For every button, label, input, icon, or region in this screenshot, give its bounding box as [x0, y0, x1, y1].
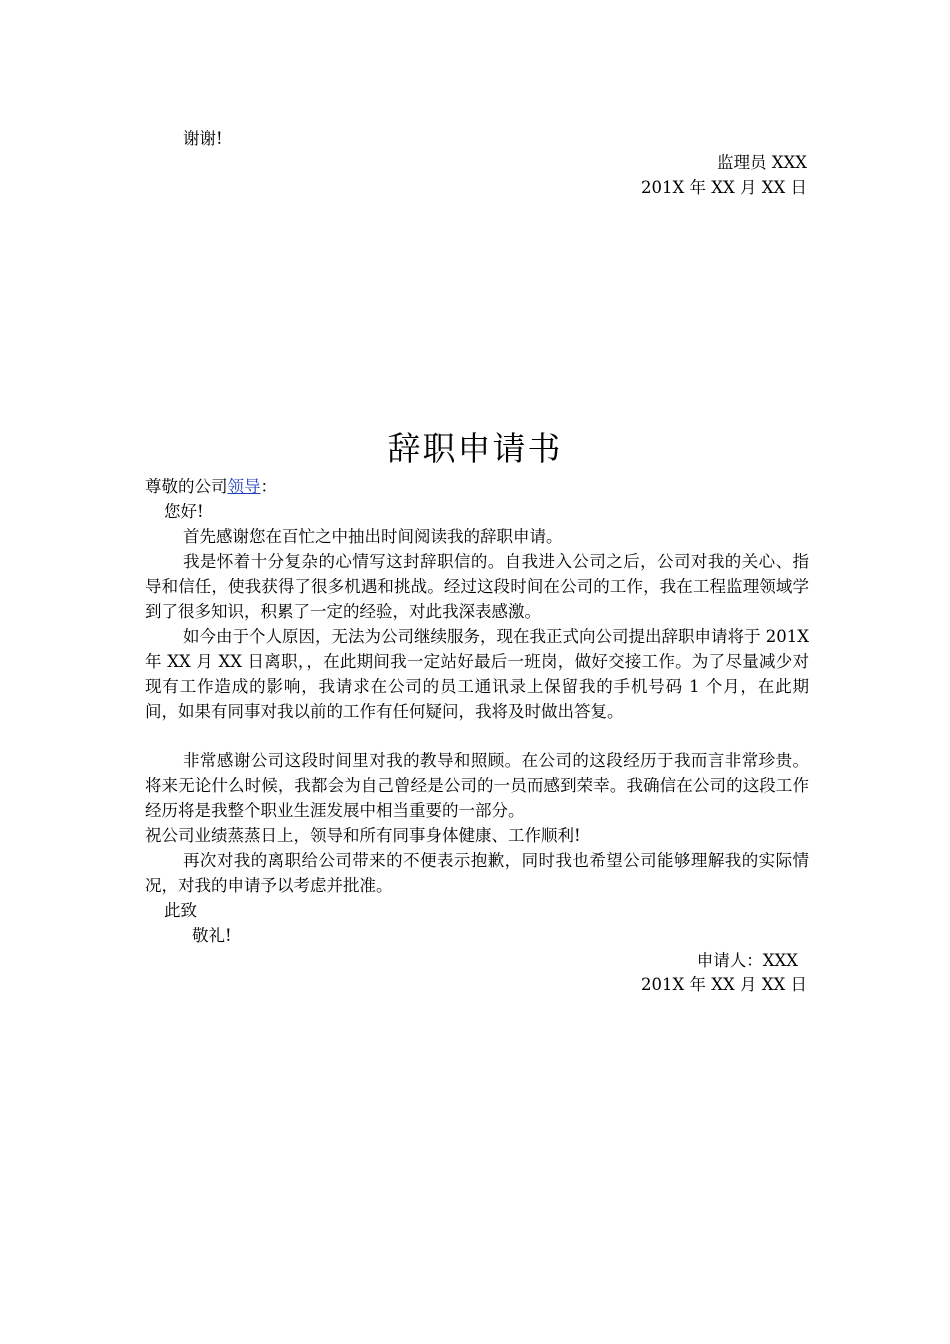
supervisor-signature: 监理员 XXX: [717, 153, 807, 172]
paragraph-gratitude: 非常感谢公司这段时间里对我的教导和照顾。在公司的这段经历于我而言非常珍贵。将来无论什么时候，我都会为自己曾经是公司的一员而感到荣幸。我确信在公司的这段工作经历将是我整个职业生涯发展中相当重要的一部分。: [145, 751, 809, 820]
leader-link[interactable]: 领导: [227, 477, 261, 496]
page-title: 辞职申请书: [387, 429, 563, 468]
closing-jingli: 敬礼!: [192, 926, 232, 945]
greeting: 您好!: [164, 502, 204, 521]
paragraph-resignation: 如今由于个人原因，无法为公司继续服务，现在我正式向公司提出辞职申请将于 201X 年 XX 月 XX 日离职，，在此期间我一定站好最后一班岗，做好交接工作。为了尽量减少对现有工作造成的影响，我请求在公司的员工通讯录上保留我的手机号码 1 个月，在此期间，如果有同事对我以前的工作有任何疑问，我将及时做出答复。: [145, 627, 809, 721]
applicant-signature: 申请人：XXX: [696, 951, 798, 970]
paragraph-wish: 祝公司业绩蒸蒸日上，领导和所有同事身体健康、工作顺利!: [145, 826, 581, 845]
thanks-text: 谢谢!: [183, 129, 223, 148]
supervisor-date: 201X 年 XX 月 XX 日: [641, 178, 807, 197]
letter-date: 201X 年 XX 月 XX 日: [641, 975, 807, 994]
paragraph-feelings: 我是怀着十分复杂的心情写这封辞职信的。自我进入公司之后，公司对我的关心、指导和信任，使我获得了很多机遇和挑战。经过这段时间在公司的工作，我在工程监理领域学到了很多知识，积累了一定的经验，对此我深表感激。: [145, 552, 809, 621]
paragraph-apology: 再次对我的离职给公司带来的不便表示抱歉，同时我也希望公司能够理解我的实际情况，对我的申请予以考虑并批准。: [145, 851, 809, 895]
paragraph-thanks: 首先感谢您在百忙之中抽出时间阅读我的辞职申请。: [183, 527, 563, 546]
closing-cizhi: 此致: [164, 901, 197, 920]
salutation: [145, 474, 277, 499]
salutation-suffix: ：: [260, 477, 277, 496]
salutation-prefix: 尊敬的公司: [145, 477, 228, 496]
